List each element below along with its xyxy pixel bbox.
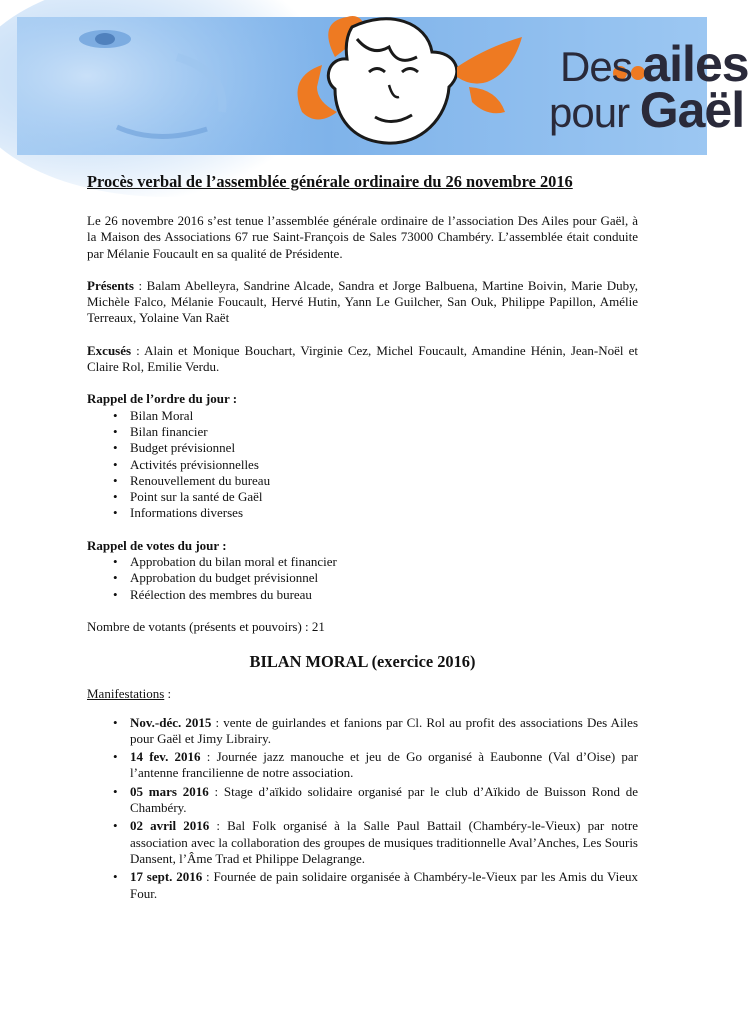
manifestations-heading: Manifestations : <box>87 686 172 702</box>
agenda-item: • Point sur la santé de Gaël <box>113 489 638 505</box>
event-date: 17 sept. 2016 <box>130 869 203 885</box>
intro-paragraph: Le 26 novembre 2016 s’est tenue l’assemblée générale ordinaire de l’association Des Ailes pour Gaël, à la Maison des Associations 67 rue Saint-François de Sales 73000 Chambéry. L’assemblée était conduite par Mélanie Foucault en sa qualité de Présidente. <box>87 213 638 261</box>
agenda-item: • Renouvellement du bureau <box>113 473 638 489</box>
vote-item: • Réélection des membres du bureau <box>113 587 638 603</box>
section-title: BILAN MORAL (exercice 2016) <box>249 652 476 672</box>
event-date: 05 mars 2016 <box>130 783 209 799</box>
event-item <box>113 749 638 782</box>
agenda-item: • Activités prévisionnelles <box>113 457 638 473</box>
agenda-heading: Rappel de l’ordre du jour : <box>87 391 238 407</box>
event-item <box>113 818 638 867</box>
voters-count: Nombre de votants (présents et pouvoirs) : 21 <box>87 618 325 634</box>
agenda-list <box>87 408 638 522</box>
manifestations-label: Manifestations <box>87 686 165 702</box>
events-list <box>87 715 638 902</box>
event-item <box>113 784 638 817</box>
agenda-item: • Bilan Moral <box>113 408 638 424</box>
event-date: Nov.-déc. 2015 <box>130 714 212 730</box>
vote-item: • Approbation du budget prévisionnel <box>113 570 638 586</box>
vote-item: • Approbation du bilan moral et financier <box>113 554 638 570</box>
brand-title-line2: pour Gaël <box>549 82 745 138</box>
event-text: : Fournée de pain solidaire organisée à Chambéry-le-Vieux par les Amis du Vieux Four. <box>130 869 638 901</box>
event-text: : Bal Folk organisé à la Salle Paul Battail (Chambéry-le-Vieux) par notre association avec la collaboration des groupes de musiques traditionnelle Aval’Anches, Les Souris Dansent, l’Âme Trad et Philippe Delagrange. <box>130 818 638 866</box>
presents-label: Présents <box>87 277 134 293</box>
event-text: : vente de guirlandes et fanions par Cl. Rol au profit des associations Des Ailes pour Gaël et Jimy Librairy. <box>130 714 638 746</box>
event-date: 14 fev. 2016 <box>130 749 201 765</box>
votes-heading: Rappel de votes du jour : <box>87 537 227 553</box>
event-item <box>113 715 638 748</box>
agenda-item: • Bilan financier <box>113 424 638 440</box>
event-text: : Journée jazz manouche et jeu de Go organisé à Eaubonne (Val d’Oise) par l’antenne francilienne de notre association. <box>130 749 638 781</box>
event-date: 02 avril 2016 <box>130 818 210 834</box>
document-body <box>87 172 638 904</box>
presents-list: : Balam Abelleyra, Sandrine Alcade, Sandra et Jorge Balbuena, Martine Boivin, Marie Duby, Michèle Falco, Mélanie Foucault, Hervé Hutin, Yann Le Guilcher, San Ouk, Philippe Papillon, Amélie Terreaux, Yolaine Van Raët <box>87 277 638 326</box>
header-banner <box>17 17 749 155</box>
document-title: Procès verbal de l’assemblée générale ordinaire du 26 novembre 2016 <box>87 172 573 191</box>
votes-list <box>87 554 638 603</box>
presents-paragraph <box>87 278 638 327</box>
excuses-list: : Alain et Monique Bouchart, Virginie Cez, Michel Foucault, Amandine Hénin, Jean-Noël et Claire Rol, Emilie Verdu. <box>87 342 638 375</box>
brand-title-line1: Des ailes <box>560 36 749 92</box>
agenda-item: • Informations diverses <box>113 505 638 521</box>
event-text: : Stage d’aïkido solidaire organisé par le club d’Aïkido de Buisson Rond de Chambéry. <box>130 783 638 816</box>
excuses-label: Excusés <box>87 342 132 358</box>
event-item <box>113 869 638 902</box>
agenda-item: • Budget prévisionnel <box>113 440 638 456</box>
excuses-paragraph <box>87 343 638 376</box>
